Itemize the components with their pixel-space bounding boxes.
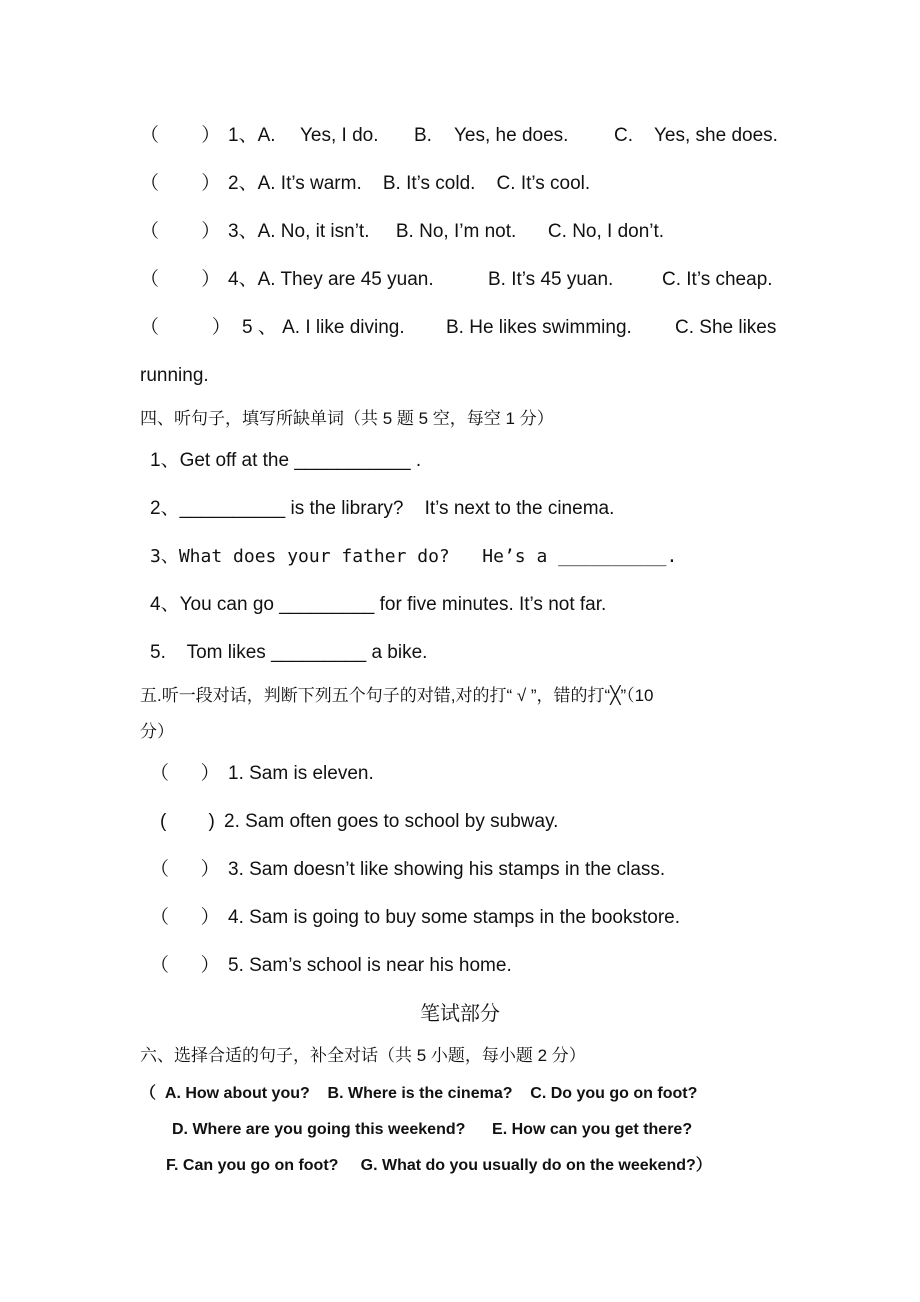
q5-option-c: C. She likes: [675, 317, 777, 338]
q2-paren[interactable]: （ ）: [140, 173, 221, 194]
s5-item-4-paren[interactable]: （ ）: [150, 907, 220, 928]
q4-paren[interactable]: （ ）: [140, 269, 221, 290]
section5-heading: 五.听一段对话，判断下列五个句子的对错,对的打“ √ ”，错的打“╳”（10: [140, 686, 654, 705]
s5-item-4-text: 4. Sam is going to buy some stamps in the bookstore.: [228, 907, 681, 928]
s4-item-4: 4、You can go _________ for five minutes. It’s not far.: [150, 594, 607, 615]
s5-item-5-paren[interactable]: （ ）: [150, 955, 220, 976]
s5-item-3-text: 3. Sam doesn’t like showing his stamps in the class.: [228, 859, 666, 880]
s5-item-2-paren[interactable]: ( ): [160, 811, 215, 832]
s5-item-3-paren[interactable]: （ ）: [150, 859, 220, 880]
s5-item-1-text: 1. Sam is eleven.: [228, 763, 374, 784]
s6-options-line-1: （ A. How about you? B. Where is the cinema? C. Do you go on foot?: [140, 1085, 698, 1102]
q4-option-b: B. It’s 45 yuan.: [488, 269, 614, 290]
s6-options-line-3: F. Can you go on foot? G. What do you usually do on the weekend?）: [166, 1157, 712, 1174]
q3-paren[interactable]: （ ）: [140, 221, 221, 242]
s5-item-1-paren[interactable]: （ ）: [150, 763, 220, 784]
s5-item-5-text: 5. Sam’s school is near his home.: [228, 955, 512, 976]
section4-heading: 四、听句子，填写所缺单词（共 5 题 5 空，每空 1 分）: [140, 409, 554, 428]
q1-option-a: Yes, I do.: [300, 125, 379, 146]
q4-text: 4、A. They are 45 yuan.: [228, 269, 434, 290]
q1-option-c: Yes, she does.: [654, 125, 778, 146]
written-part-title: 笔试部分: [420, 1003, 500, 1025]
q1-label: 1、A.: [228, 125, 276, 146]
q5-option-b: B. He likes swimming.: [446, 317, 632, 338]
q1-option-c-label: C.: [614, 125, 633, 146]
q2-text: 2、A. It’s warm. B. It’s cold. C. It’s cool.: [228, 173, 591, 194]
s4-item-1: 1、Get off at the ___________ .: [150, 450, 422, 471]
s5-item-2-text: 2. Sam often goes to school by subway.: [224, 811, 559, 832]
q4-option-c: C. It’s cheap.: [662, 269, 773, 290]
section5-heading-cont: 分）: [140, 722, 174, 741]
q5-continuation: running.: [140, 365, 209, 386]
s4-item-5: 5. Tom likes _________ a bike.: [150, 642, 428, 663]
q1-paren[interactable]: （ ）: [140, 125, 221, 146]
s6-options-line-2: D. Where are you going this weekend? E. How can you get there?: [172, 1121, 693, 1138]
q1-option-b-label: B.: [414, 125, 432, 146]
section6-heading: 六、选择合适的句子，补全对话（共 5 小题，每小题 2 分）: [140, 1046, 586, 1065]
q5-label: 5 、 A. I like diving.: [242, 317, 405, 338]
s4-item-3: 3、What does your father do? He’s a __________.: [150, 546, 678, 567]
s4-item-2: 2、__________ is the library? It’s next to the cinema.: [150, 498, 615, 519]
q1-option-b: Yes, he does.: [454, 125, 569, 146]
q5-paren[interactable]: （ ）: [140, 317, 231, 338]
q3-text: 3、A. No, it isn’t. B. No, I’m not. C. No, I don’t.: [228, 221, 665, 242]
